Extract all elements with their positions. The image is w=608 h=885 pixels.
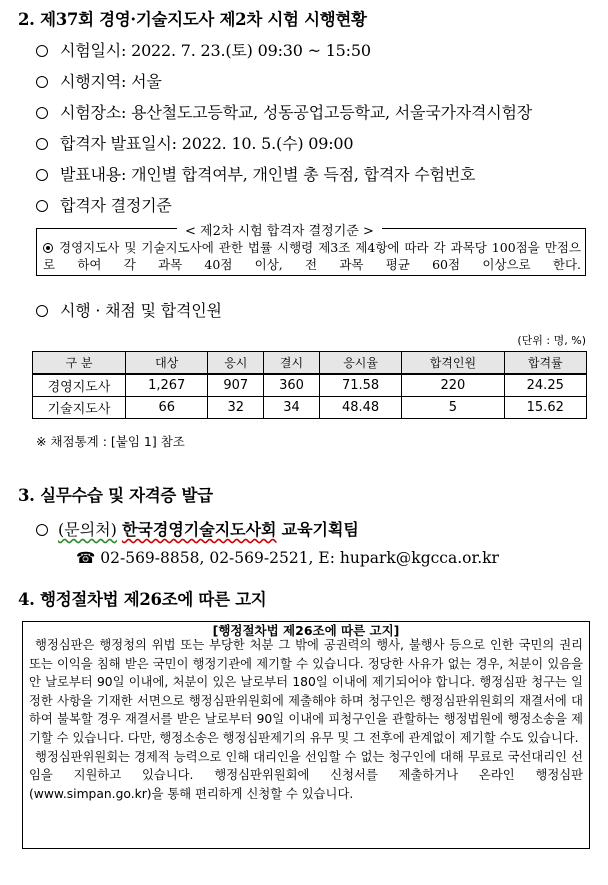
criteria-text: 경영지도사 및 기술지도사에 관한 법률 시행령 제3조 제4항에 따라 각 과목당 100점을 만점으로 하여 각 과목 40점 이상, 전 과목 평균 60점 이상으로 한다. <box>43 240 581 272</box>
criteria-box <box>36 224 586 276</box>
announce-date-label: 합격자 발표일시: 2022. 10. 5.(수) 09:00 <box>60 134 354 153</box>
table-cell: 1,267 <box>126 374 208 397</box>
criteria-item <box>36 193 172 216</box>
criteria-label: 합격자 결정기준 <box>60 196 172 215</box>
column-header: 합격률 <box>504 352 586 375</box>
contact-line <box>36 517 359 540</box>
notice-paragraph: 행정심판은 행정청의 위법 또는 부당한 처분 그 밖에 공권력의 행사, 불행사 등으로 인한 국민의 권리 또는 이익을 침해 받은 국민이 행정기관에 제기할 수 있습니다. 정당한 사유가 없는 경우, 처분이 있음을 안 날로부터 90일 이내에, 처분이 있은 날로부터 180일 이내에 제기되어야 합니다. 행정심판 청구는 일정한 사항을 기재한 서면으로 행정심판위원회에 제출해야 하며 청구인은 행정심판위원회의 재결서에 대하여 불복할 경우 재결서를 받은 날로부터 90일 이내에 피청구인을 관할하는 행정법원에 행정소송을 제기할 수 있습니다. 다만, 행정소송은 행정심판제기의 유무 및 그 전후에 관계없이 제기할 수도 있습니다. <box>29 638 583 745</box>
table-row <box>33 374 587 397</box>
circle-bullet-icon <box>36 200 48 212</box>
exam-region-label: 시행지역: 서울 <box>60 72 162 91</box>
contact-org: 한국경영기술지도사회 <box>121 520 277 539</box>
criteria-text-block <box>43 239 581 273</box>
table-cell: 32 <box>208 397 264 419</box>
column-header: 대상 <box>126 352 208 375</box>
unit-label: (단위 : 명, %) <box>517 334 586 347</box>
column-header: 응시율 <box>319 352 401 375</box>
table-cell: 기술지도사 <box>33 397 126 419</box>
table-cell: 5 <box>402 397 504 419</box>
target-bullet-icon <box>43 243 53 253</box>
circle-bullet-icon <box>36 169 48 181</box>
table-header-row <box>33 352 587 375</box>
stats-heading: 시행 · 채점 및 합격인원 <box>60 301 222 320</box>
notice-title-text: [행정절차법 제26조에 따른 고지] <box>209 623 404 638</box>
table-cell: 34 <box>264 397 320 419</box>
circle-bullet-icon <box>36 524 48 536</box>
table-cell: 경영지도사 <box>33 374 126 397</box>
notice-paragraph: 행정심판위원회는 경제적 능력으로 인해 대리인을 선임할 수 없는 청구인에 대해 무료로 국선대리인 선임을 지원하고 있습니다. 행정심판위원회에 신청서를 제출하거나 온라인 행정심판(www.simpan.go.kr)을 통해 편리하게 신청할 수 있습니다. <box>29 749 583 801</box>
phone-line <box>76 549 499 567</box>
column-header: 결시 <box>264 352 320 375</box>
phone-text[interactable]: 02-569-8858, 02-569-2521, E: hupark@kgcca.or.kr <box>100 549 499 567</box>
column-header: 구 분 <box>33 352 126 375</box>
contact-team: 교육기획팀 <box>281 520 359 539</box>
section-2-title: 2. 제37회 경영·기술지도사 제2차 시험 시행현황 <box>18 10 367 29</box>
table-row <box>33 397 587 419</box>
exam-date-item <box>36 38 371 61</box>
stats-note: ※ 채점통계 : [붙임 1] 참조 <box>36 434 185 449</box>
exam-date-label: 시험일시: 2022. 7. 23.(토) 09:30 ~ 15:50 <box>60 41 371 60</box>
stats-table <box>32 351 587 419</box>
section-4-title: 4. 행정절차법 제26조에 따른 고지 <box>18 590 267 609</box>
notice-box <box>22 621 590 849</box>
exam-location-item <box>36 100 532 123</box>
table-cell: 15.62 <box>504 397 586 419</box>
circle-bullet-icon <box>36 76 48 88</box>
circle-bullet-icon <box>36 138 48 150</box>
criteria-title: < 제2차 시험 합격자 결정기준 > <box>177 220 382 239</box>
table-cell: 24.25 <box>504 374 586 397</box>
phone-icon: ☎ <box>76 549 96 567</box>
exam-location-label: 시험장소: 용산철도고등학교, 성동공업고등학교, 서울국가자격시험장 <box>60 103 533 122</box>
column-header: 응시 <box>208 352 264 375</box>
announce-date-item <box>36 131 353 154</box>
table-cell: 907 <box>208 374 264 397</box>
table-cell: 220 <box>402 374 504 397</box>
circle-bullet-icon <box>36 45 48 57</box>
column-header: 합격인원 <box>402 352 504 375</box>
table-cell: 71.58 <box>319 374 401 397</box>
section-3-title: 3. 실무수습 및 자격증 발급 <box>18 486 213 505</box>
announce-content-item <box>36 162 475 185</box>
notice-body <box>29 636 583 803</box>
circle-bullet-icon <box>36 107 48 119</box>
exam-region-item <box>36 69 162 92</box>
table-cell: 66 <box>126 397 208 419</box>
announce-content-label: 발표내용: 개인별 합격여부, 개인별 총 득점, 합격자 수험번호 <box>60 165 476 184</box>
table-cell: 360 <box>264 374 320 397</box>
contact-prefix: (문의처) <box>58 520 117 539</box>
stats-item <box>36 298 222 321</box>
table-cell: 48.48 <box>319 397 401 419</box>
circle-bullet-icon <box>36 305 48 317</box>
